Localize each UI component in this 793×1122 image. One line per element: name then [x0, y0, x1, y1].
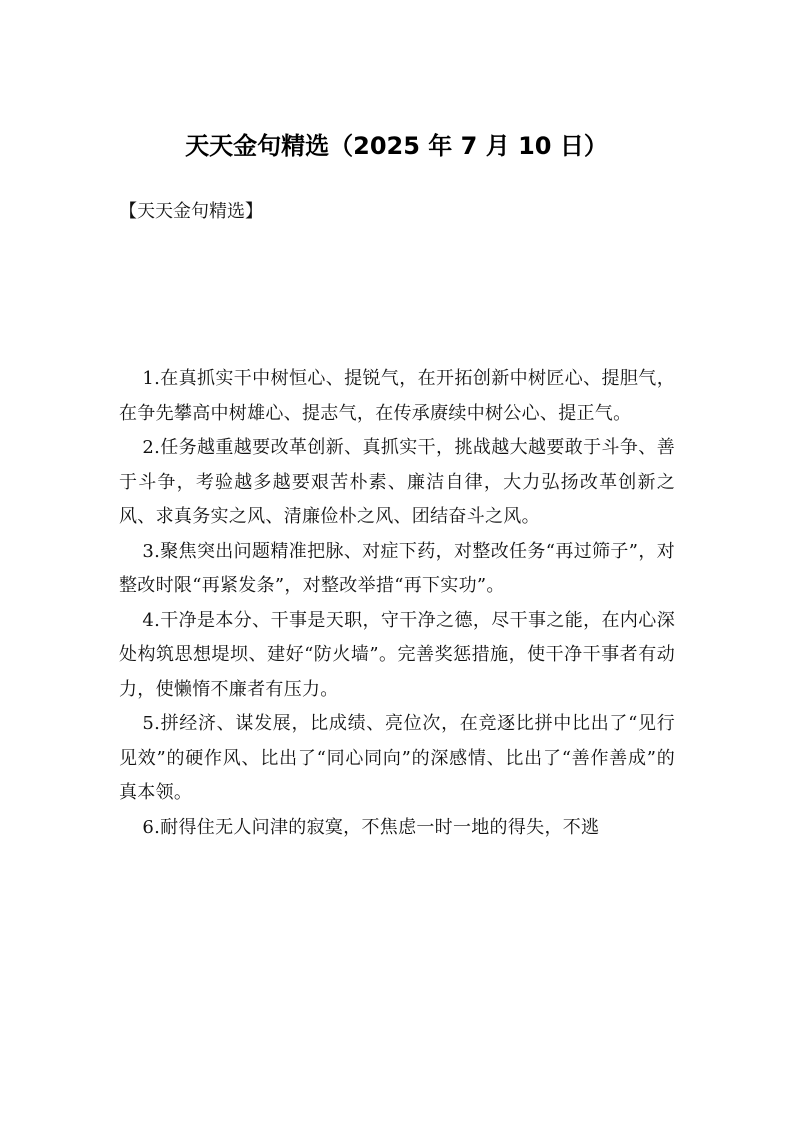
- paragraph-4: 4.干净是本分、干事是天职，守干净之德，尽干事之能，在内心深处构筑思想堤坝、建好“防火墙”。完善奖惩措施，使干净干事者有动力，使懒惰不廉者有压力。: [119, 609, 675, 700]
- paragraph-3: 3.聚焦突出问题精准把脉、对症下药，对整改任务“再过筛子”，对整改时限“再紧发条”，对整改举措“再下实功”。: [119, 540, 675, 596]
- paragraph-1: 1.在真抓实干中树恒心、提锐气，在开拓创新中树匠心、提胆气，在争先攀高中树雄心、提志气，在传承赓续中树公心、提正气。: [119, 368, 675, 424]
- document-body: [119, 362, 675, 845]
- paragraph-2: 2.任务越重越要改革创新、真抓实干，挑战越大越要敢于斗争、善于斗争，考验越多越要艰苦朴素、廉洁自律，大力弘扬改革创新之风、求真务实之风、清廉俭朴之风、团结奋斗之风。: [119, 437, 675, 527]
- section-label: 【天天金句精选】: [119, 201, 263, 222]
- paragraph-5: 5.拼经济、谋发展，比成绩、亮位次，在竞逐比拼中比出了“见行见效”的硬作风、比出了“同心同向”的深感情、比出了“善作善成”的真本领。: [119, 713, 675, 803]
- paragraph-6: 6.耐得住无人问津的寂寞，不焦虑一时一地的得失，不逃: [142, 816, 600, 838]
- document-title: 天天金句精选（2025 年 7 月 10 日）: [185, 132, 608, 160]
